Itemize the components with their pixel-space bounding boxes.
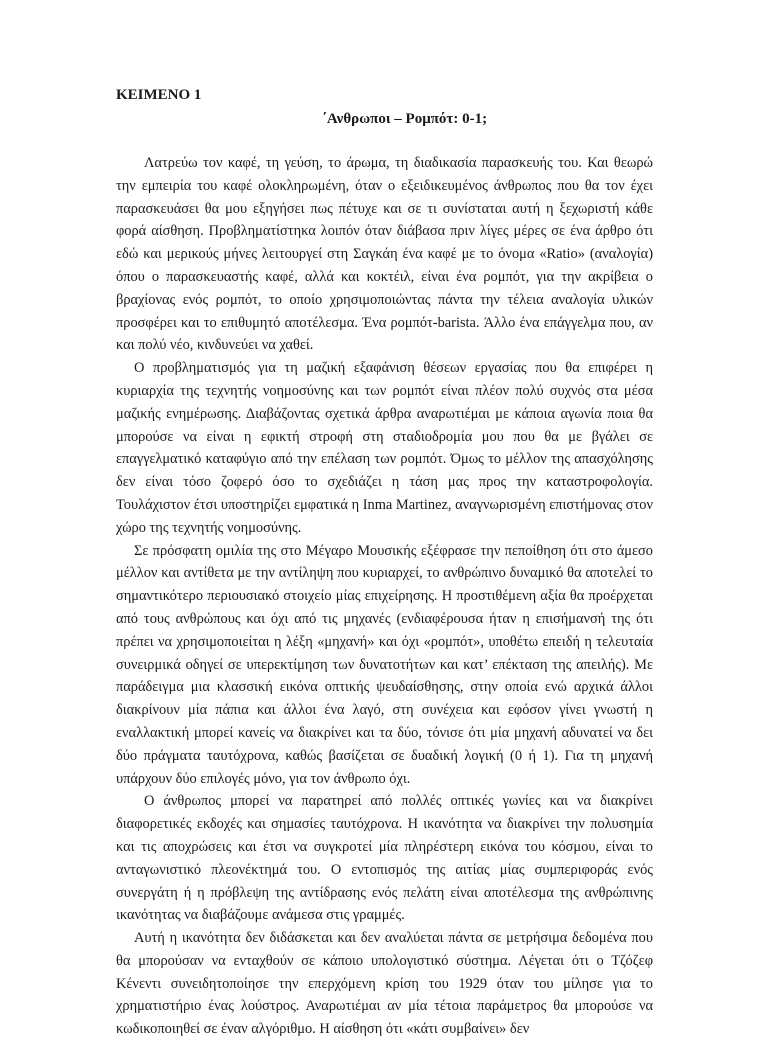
paragraph-4: Ο άνθρωπος μπορεί να παρατηρεί από πολλές οπτικές γωνίες και να διακρίνει διαφορετικές εκδοχές και σημασίες ταυτόχρονα. Η ικανότητα να διακρίνει την πολυσημία και τις αποχρώσεις και έτσι να συγκροτεί μία πληρέστερη εικόνα του κόσμου, είναι το ανταγωνιστικό πλεονέκτημά του. Ο εντοπισμός της αιτίας μίας συμπεριφοράς ενός συνεργάτη ή η πρόβλεψη της αντίδρασης ενός πελάτη είναι αποτέλεσμα της ανθρώπινης ικανότητας να διαβάζουμε ανάμεσα στις γραμμές.	[116, 793, 653, 924]
document-label: ΚΕΙΜΕΝΟ 1	[116, 87, 202, 103]
paragraph-1: Λατρεύω τον καφέ, τη γεύση, το άρωμα, τη διαδικασία παρασκευής του. Και θεωρώ την εμπειρία του καφέ ολοκληρωμένη, όταν ο εξειδικευμένος άνθρωπος που θα τον έχει παρασκευάσει θα μου εξηγήσει πως πέτυχε και σε τι συνίσταται αυτή η ξεχωριστή κάθε φορά αίσθηση. Προβληματίστηκα λοιπόν όταν διάβασα πριν λίγες μέρες σε ένα άρθρο ότι εδώ και μερικούς μήνες λειτουργεί στη Σαγκάη ένα καφέ με το όνομα «Ratio» (αναλογία) όπου ο παρασκευαστής καφέ, αλλά και κοκτέιλ, είναι ένα ρομπότ, για την ακρίβεια ο βραχίονας ενός ρομπότ, το οποίο χρησιμοποιώντας πάντα την τέλεια αναλογία υλικών προσφέρει και το επιθυμητό αποτέλεσμα. Ένα ρομπότ-barista. Άλλο ένα επάγγελμα που, αν και πολύ νέο, κινδυνεύει να χαθεί.	[116, 155, 653, 354]
document-page	[116, 84, 653, 1041]
document-title: ΄Ανθρωποι – Ρομπότ: 0-1;	[321, 111, 488, 127]
paragraph-2: Ο προβληματισμός για τη μαζική εξαφάνιση θέσεων εργασίας που θα επιφέρει η κυριαρχία της τεχνητής νοημοσύνης και των ρομπότ είναι πλέον πολύ συχνός στα μέσα μαζικής ενημέρωσης. Διαβάζοντας σχετικά άρθρα αναρωτιέμαι με κάποια αγωνία ποια θα μπορούσε να είναι η εφικτή στροφή στη σταδιοδρομία μου που θα με βγάλει σε επαγγελματικό καταφύγιο από την επέλαση των ρομπότ. Όμως το μέλλον της απασχόλησης δεν είναι τόσο ζοφερό όσο το σχεδιάζει η τάση μας προς την καταστροφολογία. Τουλάχιστον έτσι υποστηρίζει εμφατικά η Inma Martinez, αναγνωρισμένη επιστήμονας στον χώρο της τεχνητής νοημοσύνης.	[116, 360, 653, 536]
paragraph-3: Σε πρόσφατη ομιλία της στο Μέγαρο Μουσικής εξέφρασε την πεποίθηση ότι στο άμεσο μέλλον και αντίθετα με την αντίληψη που κυριαρχεί, το ανθρώπινο δυναμικό θα αποτελεί το σημαντικότερο περιουσιακό στοιχείο μίας επιχείρησης. Η προστιθέμενη αξία θα προέρχεται από τους ανθρώπους και όχι από τις μηχανές (ενδιαφέρουσα ήταν η επισήμανσή της ότι πρέπει να χρησιμοποιείται η λέξη «μηχανή» και όχι «ρομπότ», υποθέτω επειδή η τελευταία συνειρμικά οδηγεί σε υπερεκτίμηση των δυνατοτήτων και κατ’ επέκταση της απειλής). Με παράδειγμα μια κλασσική εικόνα οπτικής ψευδαίσθησης, στην οποία ενώ αρχικά άλλοι διακρίνουν μία πάπια και άλλοι ένα λαγό, στη συνέχεια και εφόσον γίνει γνωστή η εναλλακτική μπορεί κανείς να διακρίνει και τα δύο, τόνισε ότι μία μηχανή αδυνατεί να δει δύο πράγματα ταυτόχρονα, καθώς βασίζεται σε δυαδική λογική (0 ή 1). Για τη μηχανή υπάρχουν δύο επιλογές μόνο, για τον άνθρωπο όχι.	[116, 542, 653, 787]
paragraph-5: Αυτή η ικανότητα δεν διδάσκεται και δεν αναλύεται πάντα σε μετρήσιμα δεδομένα που θα μπορούσαν να ενταχθούν σε κάποιο υπολογιστικό σύστημα. Λέγεται ότι ο Τζόζεφ Κένεντι συνειδητοποίησε την επερχόμενη κρίση του 1929 όταν του μίλησε για το χρηματιστήριο ένας λούστρος. Αναρωτιέμαι αν μία τέτοια παράμετρος θα μπορούσε να κωδικοποιηθεί σε έναν αλγόριθμο. Η αίσθηση ότι «κάτι συμβαίνει» δεν	[116, 930, 653, 1038]
